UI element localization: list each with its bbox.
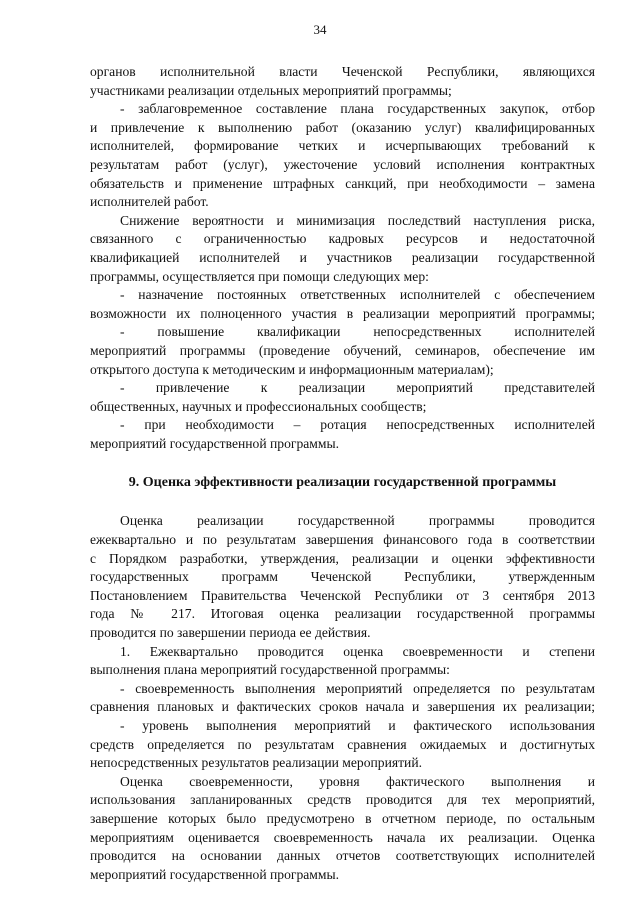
list-item: 1. Ежеквартально проводится оценка своевременности и степени <box>120 643 595 659</box>
document-body <box>90 63 595 884</box>
text-line: открытого доступа к методическим и информационным материалам); <box>90 361 494 377</box>
text-line: сравнения плановых и фактических сроков начала и завершения их реализации; <box>90 699 595 715</box>
text-line: органов исполнительной власти Чеченской Республики, являющихся <box>90 64 595 79</box>
text-line: исполнителей работ. <box>90 194 209 210</box>
text-line: ежеквартально и по результатам завершения финансового года в соответствии <box>90 532 595 548</box>
text-line: результатам работ (услуг), ужесточение условий исполнения контрактных <box>90 156 595 172</box>
list-item: - привлечение к реализации мероприятий представителей <box>120 380 595 396</box>
page-number: 34 <box>313 22 327 37</box>
text-line: средств определяется по результатам сравнения ожидаемых и достигнутых <box>90 736 595 752</box>
text-line: общественных, научных и профессиональных сообществ; <box>90 398 427 414</box>
text-line: мероприятий программы (проведение обучений, семинаров, обеспечение им <box>90 342 595 358</box>
text-line: квалификацией исполнителей и участников реализации государственной <box>90 249 595 265</box>
text-line: мероприятий государственной программы. <box>90 435 340 451</box>
paragraph-start: Оценка своевременности, уровня фактического выполнения и <box>120 773 595 789</box>
text-line: выполнения плана мероприятий государственной программы: <box>90 662 450 678</box>
text-line: завершение которых было предусмотрено в отчетном периоде, по остальным <box>90 810 595 826</box>
text-line: года № 217. Итоговая оценка реализации государственной программы <box>90 606 595 622</box>
text-line: непосредственных результатов реализации мероприятий. <box>90 755 423 771</box>
text-line: и привлечение к выполнению работ (оказанию услуг) квалифицированных <box>90 119 595 135</box>
text-line: связанного с ограниченностью кадровых ресурсов и недостаточной <box>90 231 595 247</box>
text-line: проводится на основании данных отчетов соответствующих исполнителей <box>90 848 595 864</box>
text-line: мероприятиям оценивается своевременность начала их реализации. Оценка <box>90 829 595 845</box>
list-item: - заблаговременное составление плана государственных закупок, отбор <box>120 101 595 117</box>
text-line: государственных программ Чеченской Республики, утвержденным <box>90 569 595 585</box>
text-line: с Порядком разработки, утверждения, реализации и оценки эффективности <box>90 550 595 566</box>
text-line: обязательств и применение штрафных санкций, при необходимости – замена <box>90 175 595 191</box>
paragraph-start: Оценка реализации государственной программы проводится <box>120 513 595 529</box>
section-heading: 9. Оценка эффективности реализации государственной программы <box>128 475 557 491</box>
list-item: - при необходимости – ротация непосредственных исполнителей <box>120 417 595 433</box>
list-item: - повышение квалификации непосредственных исполнителей <box>120 324 595 340</box>
text-line: мероприятий государственной программы. <box>90 866 340 882</box>
list-item: - назначение постоянных ответственных исполнителей с обеспечением <box>120 287 595 303</box>
list-item: - уровень выполнения мероприятий и фактического использования <box>120 718 595 733</box>
text-line: возможности их полноценного участия в реализации мероприятий программы; <box>90 305 595 321</box>
text-line: проводится по завершении периода ее действия. <box>90 625 371 641</box>
paragraph-start: Снижение вероятности и минимизация последствий наступления риска, <box>120 212 595 228</box>
text-line: использования запланированных средств проводится для тех мероприятий, <box>90 792 595 808</box>
list-item: - своевременность выполнения мероприятий определяется по результатам <box>120 680 595 696</box>
text-line: участниками реализации отдельных мероприятий программы; <box>90 82 452 98</box>
text-line: исполнителей, формирование четких и исчерпывающих требований к <box>90 138 595 154</box>
text-line: программы, осуществляется при помощи следующих мер: <box>90 268 429 284</box>
text-line: Постановлением Правительства Чеченской Республики от 3 сентября 2013 <box>90 587 595 603</box>
